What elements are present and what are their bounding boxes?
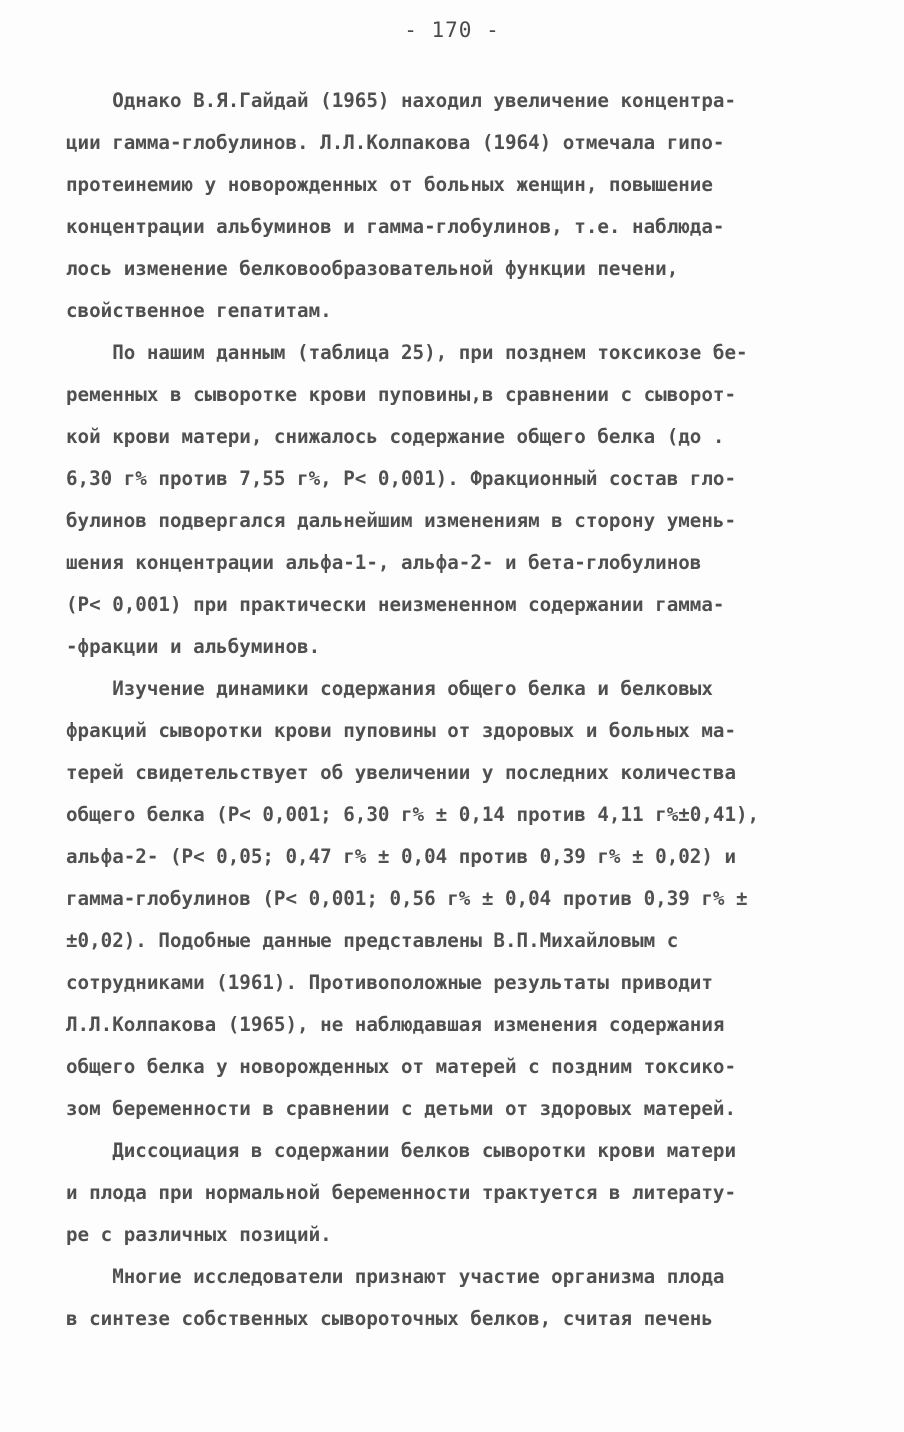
text-line: ре с различных позиций. (66, 1223, 332, 1246)
text-line: концентрации альбуминов и гамма-глобулинов, т.е. наблюда- (66, 215, 725, 238)
text-line: зом беременности в сравнении с детьми от здоровых матерей. (66, 1097, 737, 1120)
text-line: альфа-2- (Р< 0,05; 0,47 г% ± 0,04 против 0,39 г% ± 0,02) и (66, 845, 737, 868)
text-line: -фракции и альбуминов. (66, 635, 321, 658)
text-line: Многие исследователи признают участие организма плода (66, 1265, 725, 1288)
text-line: сотрудниками (1961). Противоположные результаты приводит (66, 971, 713, 994)
text-line: терей свидетельствует об увеличении у последних количества (66, 761, 737, 784)
body-text (66, 80, 846, 1340)
text-line: в синтезе собственных сывороточных белков, считая печень (66, 1307, 713, 1330)
text-line: общего белка у новорожденных от матерей с поздним токсико- (66, 1055, 737, 1078)
text-line: Изучение динамики содержания общего белка и белковых (66, 677, 713, 700)
text-line: свойственное гепатитам. (66, 299, 332, 322)
text-line: и плода при нормальной беременности трактуется в литерату- (66, 1181, 737, 1204)
text-line: (Р< 0,001) при практически неизмененном содержании гамма- (66, 593, 725, 616)
text-line: ременных в сыворотке крови пуповины,в сравнении с сыворот- (66, 383, 737, 406)
text-line: Л.Л.Колпакова (1965), не наблюдавшая изменения содержания (66, 1013, 725, 1036)
text-line: По нашим данным (таблица 25), при позднем токсикозе бе- (66, 341, 748, 364)
text-line: Диссоциация в содержании белков сыворотки крови матери (66, 1139, 737, 1162)
text-line: кой крови матери, снижалось содержание общего белка (до . (66, 425, 725, 448)
page-number: - 170 - (404, 18, 500, 42)
text-line: ции гамма-глобулинов. Л.Л.Колпакова (1964) отмечала гипо- (66, 131, 725, 154)
text-line: протеинемию у новорожденных от больных женщин, повышение (66, 173, 713, 196)
text-line: 6,30 г% против 7,55 г%, Р< 0,001). Фракционный состав гло- (66, 467, 737, 490)
text-line: фракций сыворотки крови пуповины от здоровых и больных ма- (66, 719, 737, 742)
text-line: ±0,02). Подобные данные представлены В.П.Михайловым с (66, 929, 679, 952)
text-line: общего белка (Р< 0,001; 6,30 г% ± 0,14 против 4,11 г%±0,41), (66, 803, 760, 826)
text-line: лось изменение белковообразовательной функции печени, (66, 257, 679, 280)
text-line: булинов подвергался дальнейшим изменениям в сторону умень- (66, 509, 737, 532)
text-line: гамма-глобулинов (Р< 0,001; 0,56 г% ± 0,04 против 0,39 г% ± (66, 887, 748, 910)
text-line: Однако В.Я.Гайдай (1965) находил увеличение концентра- (66, 89, 737, 112)
text-line: шения концентрации альфа-1-, альфа-2- и бета-глобулинов (66, 551, 702, 574)
